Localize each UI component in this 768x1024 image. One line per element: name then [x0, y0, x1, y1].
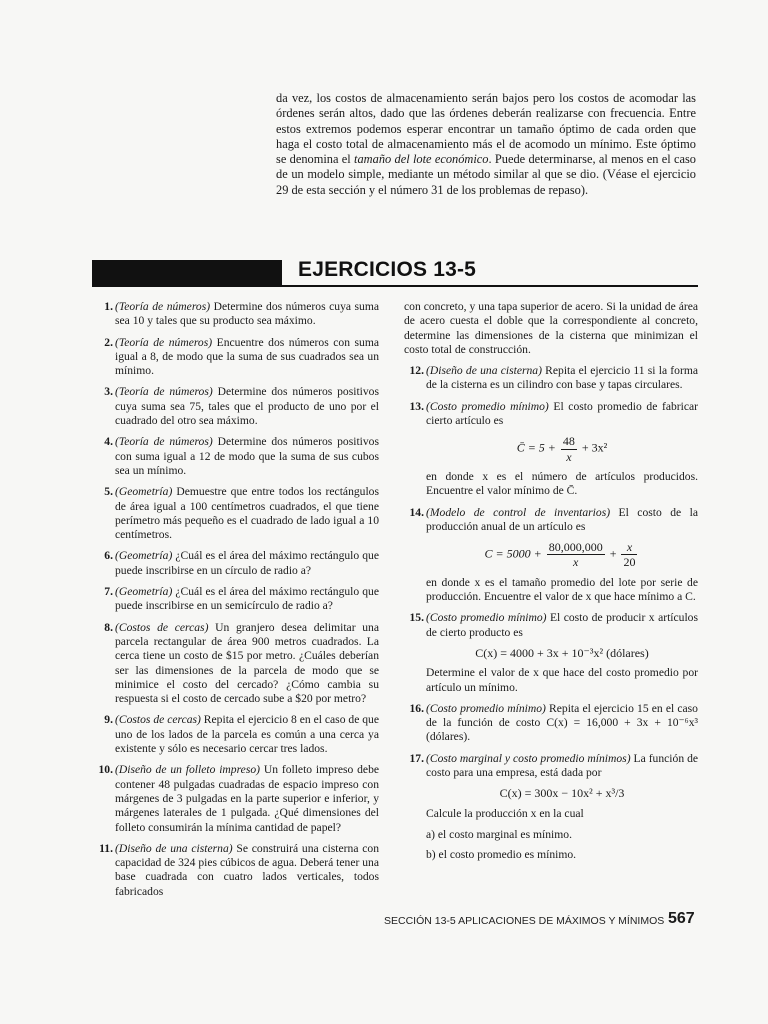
exercise-topic: (Geometría): [115, 549, 173, 563]
exercise-topic: (Costo promedio mínimo): [426, 701, 546, 715]
fraction: [621, 540, 637, 570]
exercise-17: [404, 752, 698, 863]
fraction-denominator: 20: [623, 555, 636, 570]
formula-lhs: C̄ = 5 +: [516, 440, 559, 455]
exercise-text: Determine dos números cuya suma sea 10 y tales que su producto sea máximo.: [115, 300, 380, 328]
exercise-topic: (Teoría de números): [115, 385, 213, 399]
exercise-text: Un granjero desea delimitar una parcela rectangular de área 900 metros cuadrados. La cerca tiene un costo de $15 por metro. ¿Cuáles deberían ser las dimensiones de la parcela de modo que se minimice el costo del cercado? ¿Cómo cambia su respuesta si el costo de cercado sube a $20 por metro?: [115, 620, 379, 706]
fraction-numerator: 80,000,000: [548, 540, 603, 555]
exercise-topic: (Costo promedio mínimo): [426, 611, 547, 625]
exercise-number: 4.: [104, 435, 113, 449]
exercise-number: 7.: [104, 585, 113, 599]
exercise-topic: (Teoría de números): [115, 335, 213, 349]
formula-inventory-cost: [426, 540, 698, 570]
exercise-number: 13.: [409, 399, 424, 413]
exercise-item: [93, 385, 379, 428]
exercise-item: [93, 485, 379, 542]
exercise-topic: (Costos de cercas): [115, 713, 201, 727]
exercise-number: 8.: [104, 620, 113, 634]
exercise-14: [404, 506, 698, 605]
exercise-text: Repita el ejercicio 8 en el caso de que uno de los lados de la parcela es común a una cerca ya existente y sólo es necesario cercar tres lados.: [115, 713, 379, 756]
exercise-11-continuation: con concreto, y una tapa superior de acero. Si la unidad de área de acero cuesta el doble que la correspondiente al concreto, determine las dimensiones de la cisterna que minimizan el costo total de construcción.: [404, 300, 698, 356]
exercise-number: 12.: [409, 364, 424, 378]
exercise-12: [404, 364, 698, 393]
fraction-denominator: x: [566, 449, 572, 464]
formula-average-cost: [426, 434, 698, 464]
formula-rhs: + 3x²: [578, 440, 608, 455]
formula-lhs: C = 5000 +: [484, 546, 545, 561]
exercise-number: 5.: [104, 485, 113, 499]
exercise-text: El costo promedio de fabricar cierto artículo es: [426, 399, 698, 428]
exercise-topic: (Diseño de una cisterna): [426, 364, 542, 378]
exercise-topic: (Geometría): [115, 585, 173, 599]
exercise-topic: (Teoría de números): [115, 435, 213, 449]
exercise-number: 6.: [104, 549, 113, 563]
exercise-text: Encuentre dos números con suma igual a 8, de modo que la suma de sus cuadrados sea un mínimo.: [115, 335, 379, 378]
exercise-item: [93, 435, 379, 478]
formula-firm-cost: C(x) = 300x − 10x² + x³/3: [499, 786, 625, 801]
exercise-text: Determine dos números positivos con suma igual a 12 de modo que la suma de sus cubos sea un mínimo.: [115, 435, 379, 477]
section-rule: [92, 285, 698, 287]
exercise-topic: (Teoría de números): [115, 300, 211, 313]
fraction: [547, 540, 605, 570]
exercise-number: 11.: [99, 841, 113, 855]
exercise-item: [93, 336, 379, 379]
exercise-text: Repita el ejercicio 15 en el caso de la función de costo C(x) = 16,000 + 3x + 10⁻⁶x³ (dólares).: [426, 701, 698, 744]
formula-plus: +: [606, 546, 620, 561]
exercise-number: 10.: [98, 763, 113, 777]
exercise-topic: (Diseño de una cisterna): [115, 841, 233, 855]
exercise-14-after: en donde x es el tamaño promedio del lote por serie de producción. Encuentre el valor de x que hace mínimo a C.: [426, 575, 698, 604]
exercise-number: 14.: [409, 505, 424, 519]
exercise-text: Determine dos números positivos cuya suma sea 75, tales que el producto de uno por el cuadrado del otro sea máximo.: [115, 385, 379, 428]
exercise-number: 3.: [104, 385, 113, 399]
exercise-text: El costo de la producción anual de un artículo es: [426, 505, 698, 533]
exercise-topic: (Diseño de un folleto impreso): [115, 763, 260, 777]
exercise-topic: (Costos de cercas): [115, 620, 209, 634]
exercise-text: Demuestre que entre todos los rectángulos de área igual a 100 centímetros cuadrados, el que tiene perímetro más pequeño es el cuadrado de lado igual a 10 centímetros.: [115, 485, 379, 542]
exercise-17-after: Calcule la producción x en la cual: [426, 806, 584, 820]
exercise-15: [404, 611, 698, 694]
fraction-denominator: x: [573, 555, 579, 570]
exercise-16: [404, 702, 698, 745]
subitem-b: b) el costo promedio es mínimo.: [426, 848, 577, 862]
left-column: [93, 300, 379, 906]
exercise-item: [93, 549, 379, 578]
exercise-item: [93, 842, 379, 899]
exercise-number: 2.: [104, 335, 113, 349]
exercise-number: 1.: [104, 300, 113, 313]
exercise-text: Un folleto impreso debe contener 48 pulgadas cuadradas de espacio impreso con márgenes de 3 pulgadas en la parte superior e inferior, y márgenes laterales de 1 pulgada. ¿Qué dimensiones del folleto consumirán la mínima cantidad de papel?: [115, 763, 380, 834]
exercise-topic: (Modelo de control de inventarios): [426, 505, 611, 519]
exercise-13-after: en donde x es el número de artículos producidos. Encuentre el valor mínimo de C̄.: [426, 469, 698, 498]
intro-paragraph: [276, 91, 696, 198]
section-title: EJERCICIOS 13-5: [298, 258, 477, 281]
exercise-text: ¿Cuál es el área del máximo rectángulo que puede inscribirse en un semicírculo de radio a?: [115, 585, 379, 613]
intro-term: tamaño del lote económico: [354, 152, 489, 167]
exercise-number: 16.: [409, 701, 424, 715]
intro-text-1: da vez, los costos de almacenamiento serán bajos pero los costos de acomodar las órdenes serán altos, dado que las órdenes deberán realizarse con frecuencia. Entre estos extremos podemos esperar encontrar un tamaño óptimo de cada orden que haga el costo total de almacenamiento más el de acomodo un mínimo. Este óptimo se denomina el: [276, 91, 696, 167]
exercise-item: [93, 713, 379, 756]
exercise-text: Se construirá una cisterna con capacidad de 324 pies cúbicos de agua. Deberá tener una base cuadrada con cuatro lados verticales, todos fabricados: [115, 841, 379, 898]
fraction-numerator: 48: [562, 434, 575, 449]
exercise-number: 9.: [104, 713, 113, 727]
exercise-item: [93, 300, 379, 329]
exercise-15-after: Determine el valor de x que hace del costo promedio por artículo un mínimo.: [426, 666, 698, 694]
exercise-topic: (Costo marginal y costo promedio mínimos): [426, 751, 631, 765]
exercise-item: [93, 585, 379, 614]
fraction: [561, 434, 577, 464]
footer-section-label: SECCIÓN 13-5 APLICACIONES DE MÁXIMOS Y MÍNIMOS: [384, 915, 665, 927]
exercise-text: Repita el ejercicio 11 si la forma de la cisterna es un cilindro con base y tapas circulares.: [426, 364, 698, 392]
exercise-text: ¿Cuál es el área del máximo rectángulo que puede inscribirse en un círculo de radio a?: [115, 549, 379, 577]
exercise-item: [93, 763, 379, 834]
exercise-number: 17.: [409, 751, 424, 765]
subitem-a: a) el costo marginal es mínimo.: [426, 827, 572, 841]
fraction-numerator: x: [621, 540, 637, 555]
exercise-13: [404, 400, 698, 499]
exercise-topic: (Costo promedio mínimo): [426, 399, 549, 413]
exercise-text: La función de costo para una empresa, está dada por: [426, 751, 699, 780]
exercise-text: El costo de producir x artículos de cierto producto es: [426, 611, 698, 639]
intro-text-2: . Puede determinarse, al menos en el caso de un modelo simple, mediante un método similar al que se dio. (Véase el ejercicio 29 de esta sección y el número 31 de los problemas de repaso).: [276, 152, 697, 197]
exercise-number: 15.: [409, 611, 424, 625]
formula-production-cost: C(x) = 4000 + 3x + 10⁻³x² (dólares): [475, 645, 649, 660]
section-header-bar: [92, 260, 282, 286]
right-column: [404, 300, 698, 870]
exercise-item: [93, 621, 379, 707]
page-number: 567: [668, 910, 695, 927]
exercise-topic: (Geometría): [115, 485, 173, 499]
